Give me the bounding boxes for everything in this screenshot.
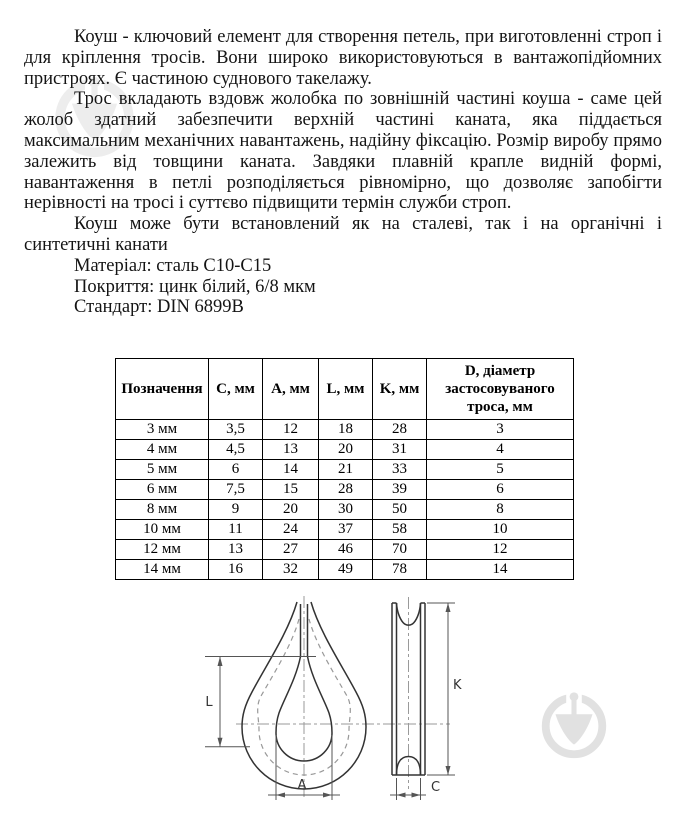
table-cell: 8 <box>427 500 574 520</box>
watermark-logo-bottom <box>535 683 613 765</box>
description-text <box>24 27 662 318</box>
dimension-K <box>427 603 462 775</box>
table-cell: 39 <box>373 480 427 500</box>
spec-standard: Стандарт: DIN 6899B <box>74 297 244 318</box>
intro-paragraph: Коуш - ключовий елемент для створення петель, при виготовленні строп і для кріплення тросів. Вони широко використовуються в вантажопідйомних пристроях. Є частиною суднового такелажу. <box>24 27 662 89</box>
table-cell: 5 <box>427 460 574 480</box>
table-cell: 6 мм <box>116 480 209 500</box>
column-header: A, мм <box>263 359 319 420</box>
table-row <box>116 440 574 460</box>
table-cell: 14 <box>263 460 319 480</box>
spec-material: Матеріал: сталь C10-C15 <box>74 255 272 276</box>
table-cell: 49 <box>319 560 373 580</box>
column-header: C, мм <box>209 359 263 420</box>
spec-coating: Покриття: цинк білий, 6/8 мкм <box>74 276 316 297</box>
table-cell: 13 <box>209 540 263 560</box>
column-header: L, мм <box>319 359 373 420</box>
table-cell: 11 <box>209 520 263 540</box>
table-cell: 31 <box>373 440 427 460</box>
table-cell: 10 мм <box>116 520 209 540</box>
table-cell: 37 <box>319 520 373 540</box>
usage-paragraph: Трос вкладають вздовж жолобка по зовнішній частині коуша - саме цей жолоб здатний забезпечити верхній частині каната, яка піддається максимальним механічних навантажень, надійну фіксацію. Розмір виробу прямо залежить від товщини каната. Завдяки плавній крапле видній формі, навантаження в петлі розподіляється рівномірно, що дозволяє запобігти нерівності на тросі і суттєво підвищити термін служби строп. <box>24 89 662 214</box>
table-row <box>116 420 574 440</box>
table-cell: 33 <box>373 460 427 480</box>
table-cell: 5 мм <box>116 460 209 480</box>
table-cell: 78 <box>373 560 427 580</box>
table-row <box>116 460 574 480</box>
table-row <box>116 540 574 560</box>
table-cell: 27 <box>263 540 319 560</box>
materials-paragraph: Коуш може бути встановлений як на сталеві, так і на органічні і синтетичні канати <box>24 214 662 255</box>
column-header: K, мм <box>373 359 427 420</box>
table-cell: 9 <box>209 500 263 520</box>
table-cell: 50 <box>373 500 427 520</box>
table-cell: 12 мм <box>116 540 209 560</box>
table-header-row <box>116 359 574 420</box>
table-cell: 21 <box>319 460 373 480</box>
dim-label-A: A <box>297 778 307 793</box>
table-cell: 6 <box>427 480 574 500</box>
table-cell: 28 <box>319 480 373 500</box>
marketplace-logo-icon <box>546 686 603 754</box>
table-cell: 4,5 <box>209 440 263 460</box>
table-cell: 7,5 <box>209 480 263 500</box>
table-cell: 14 мм <box>116 560 209 580</box>
table-row <box>116 480 574 500</box>
table-cell: 3 <box>427 420 574 440</box>
thimble-technical-drawing <box>150 593 530 820</box>
table-row <box>116 560 574 580</box>
table-cell: 4 <box>427 440 574 460</box>
column-header: Позначення <box>116 359 209 420</box>
table-cell: 16 <box>209 560 263 580</box>
table-row <box>116 500 574 520</box>
table-cell: 20 <box>319 440 373 460</box>
table-cell: 8 мм <box>116 500 209 520</box>
table-cell: 24 <box>263 520 319 540</box>
dimension-L <box>205 657 316 747</box>
table-cell: 18 <box>319 420 373 440</box>
table-cell: 15 <box>263 480 319 500</box>
column-header: D, діаметр застосовуваного троса, мм <box>427 359 574 420</box>
table-cell: 32 <box>263 560 319 580</box>
table-cell: 12 <box>263 420 319 440</box>
dimensions-table <box>115 358 574 580</box>
table-cell: 3,5 <box>209 420 263 440</box>
table-cell: 20 <box>263 500 319 520</box>
table-cell: 6 <box>209 460 263 480</box>
table-cell: 13 <box>263 440 319 460</box>
table-cell: 58 <box>373 520 427 540</box>
table-cell: 3 мм <box>116 420 209 440</box>
table-cell: 10 <box>427 520 574 540</box>
table-cell: 28 <box>373 420 427 440</box>
dim-label-L: L <box>205 695 213 710</box>
table-cell: 46 <box>319 540 373 560</box>
dimension-C <box>390 778 440 800</box>
table-row <box>116 520 574 540</box>
dim-label-K: K <box>453 678 462 693</box>
table-cell: 14 <box>427 560 574 580</box>
table-cell: 70 <box>373 540 427 560</box>
table-cell: 4 мм <box>116 440 209 460</box>
table-cell: 30 <box>319 500 373 520</box>
table-cell: 12 <box>427 540 574 560</box>
dim-label-C: C <box>431 780 441 795</box>
